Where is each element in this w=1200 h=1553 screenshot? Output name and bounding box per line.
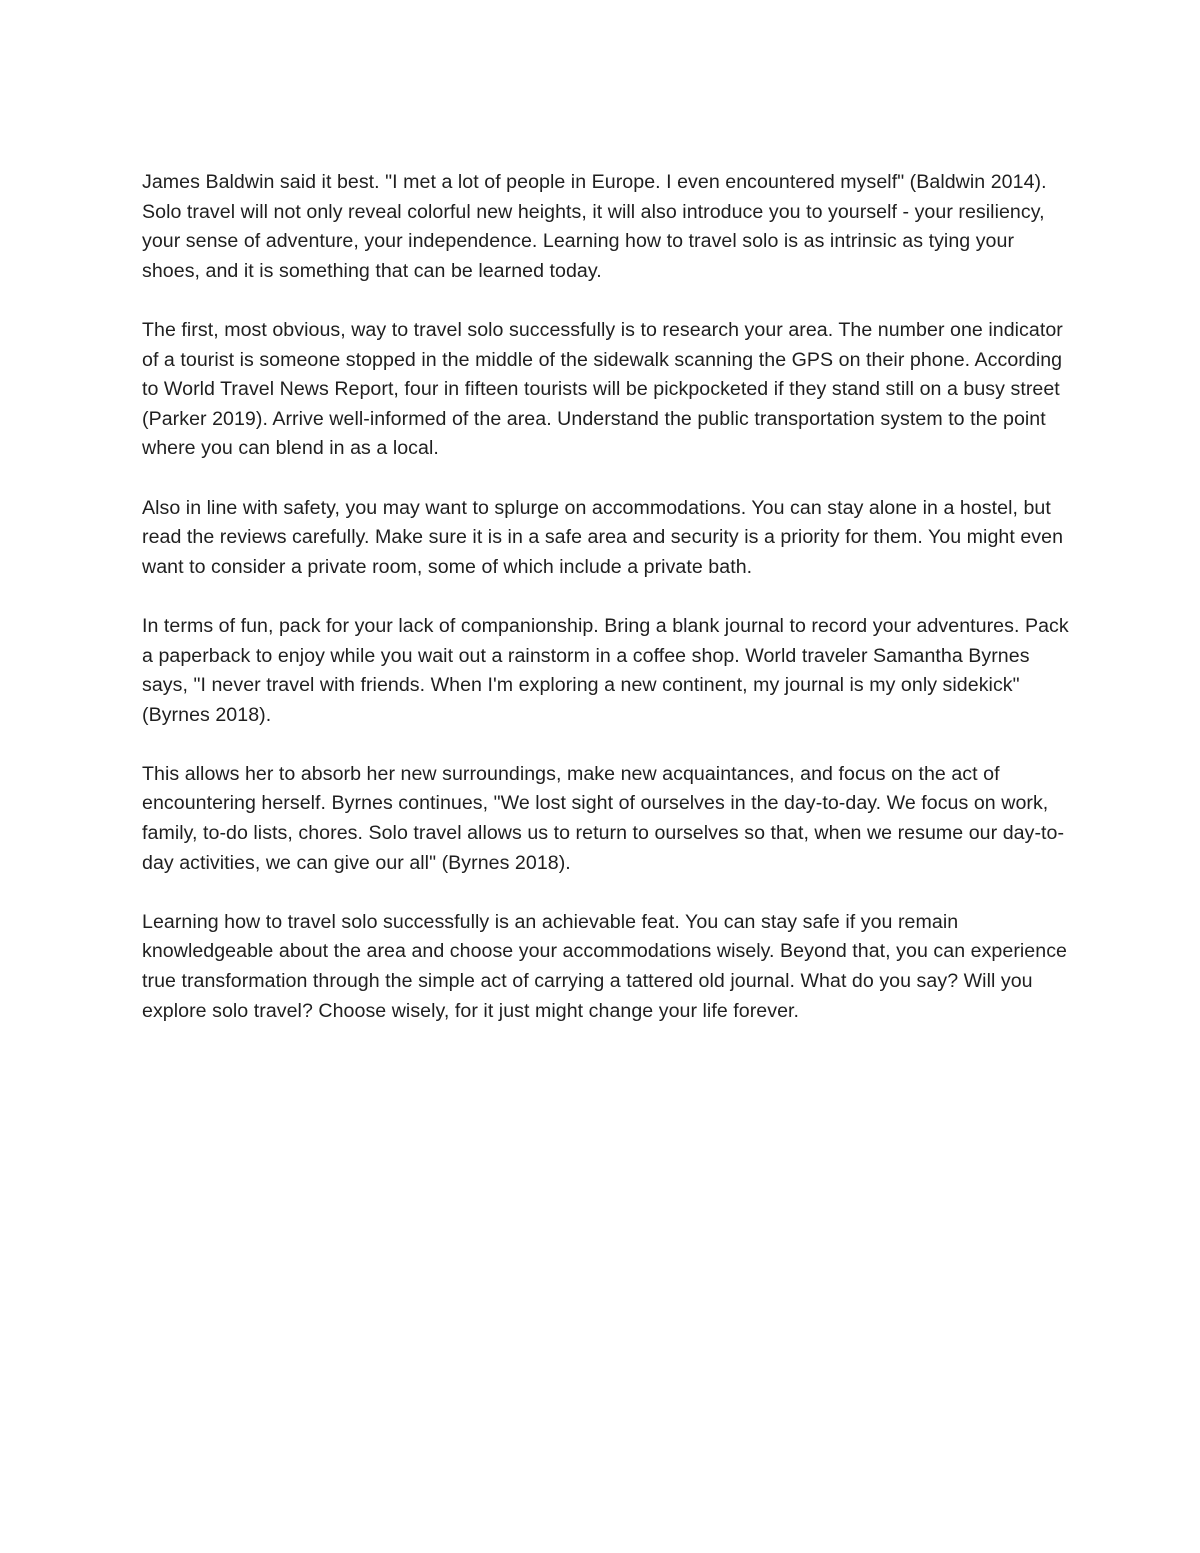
paragraph-surroundings: This allows her to absorb her new surroundings, make new acquaintances, and focus on the act of encountering herself. Byrnes continues, "We lost sight of ourselves in the day-to-day. We focus on work, family, to-do lists, chores. Solo travel allows us to return to ourselves so that, when we resume our day-to-day activities, we can give our all" (Byrnes 2018). bbox=[142, 762, 1065, 874]
document-body bbox=[142, 168, 1072, 1056]
paragraph-research: The first, most obvious, way to travel solo successfully is to research your area. The number one indicator of a tourist is someone stopped in the middle of the sidewalk scanning the GPS on their phone. According to World Travel News Report, four in fifteen tourists will be pickpocketed if they stand still on a busy street (Parker 2019). Arrive well-informed of the area. Understand the public transportation system to the point where you can blend in as a local. bbox=[142, 318, 1063, 460]
paragraph-intro: James Baldwin said it best. "I met a lot of people in Europe. I even encountered myself" (Baldwin 2014). Solo travel will not only reveal colorful new heights, it will also introduce you to yourself - your resiliency, your sense of adventure, your independence. Learning how to travel solo is as intrinsic as tying your shoes, and it is something that can be learned today. bbox=[142, 171, 1047, 282]
paragraph-accommodations: Also in line with safety, you may want to splurge on accommodations. You can stay alone in a hostel, but read the reviews carefully. Make sure it is in a safe area and security is a priority for them. You might even want to consider a private room, some of which include a private bath. bbox=[142, 496, 1064, 578]
paragraph-conclusion: Learning how to travel solo successfully is an achievable feat. You can stay safe if you remain knowledgeable about the area and choose your accommodations wisely. Beyond that, you can experience true transformation through the simple act of carrying a tattered old journal. What do you say? Will you explore solo travel? Choose wisely, for it just might change your life forever. bbox=[142, 910, 1067, 1022]
paragraph-companionship: In terms of fun, pack for your lack of companionship. Bring a blank journal to record your adventures. Pack a paperback to enjoy while you wait out a rainstorm in a coffee shop. World traveler Samantha Byrnes says, "I never travel with friends. When I'm exploring a new continent, my journal is my only sidekick" (Byrnes 2018). bbox=[142, 614, 1069, 726]
